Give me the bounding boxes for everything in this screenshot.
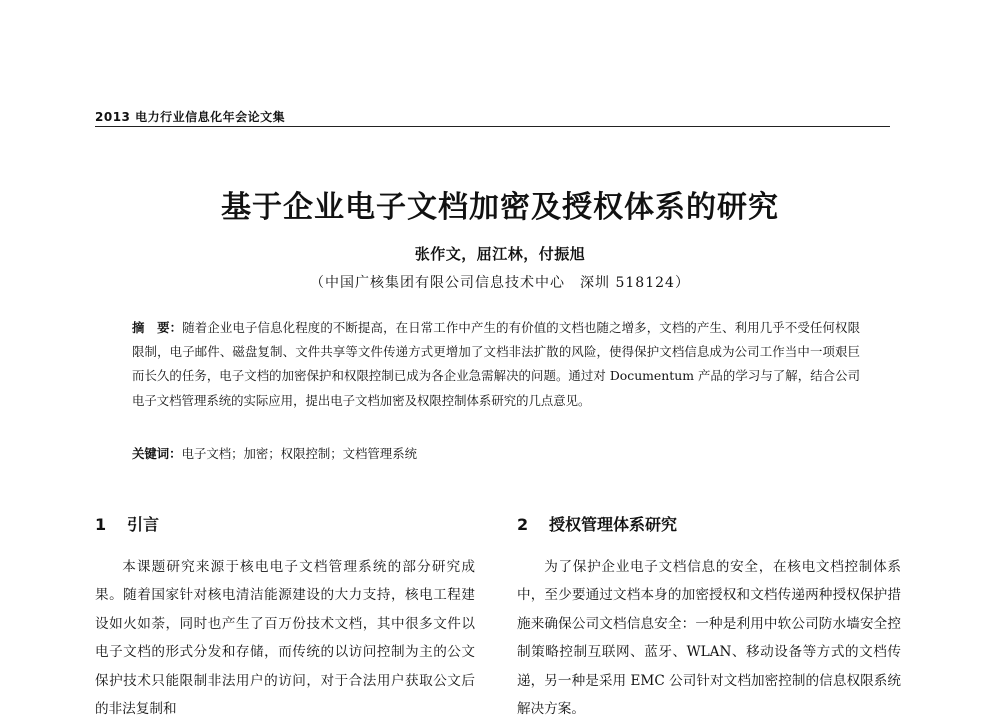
- section-title: 授权管理体系研究: [549, 515, 678, 534]
- section-number: 2: [517, 515, 529, 534]
- section-body-2: 为了保护企业电子文档信息的安全，在核电文档控制体系中，至少要通过文档本身的加密授权和文档传递两种授权保护措施来确保公司文档信息安全：一种是利用中软公司防水墙安全控制策略控制互联网、蓝牙、WLAN、移动设备等方式的文档传递，另一种是采用 EMC 公司针对文档加密控制的信息权限系统解决方案。: [517, 559, 901, 718]
- paper-affiliation: （中国广核集团有限公司信息技术中心 深圳 518124）: [310, 275, 690, 291]
- paper-authors: 张作文，屈江林，付振旭: [414, 245, 586, 263]
- abstract-label: 摘 要：: [132, 320, 183, 335]
- running-header: 2013 电力行业信息化年会论文集: [95, 110, 286, 124]
- abstract: [132, 316, 860, 413]
- abstract-text: 随着企业电子信息化程度的不断提高，在日常工作中产生的有价值的文档也随之增多，文档的产生、利用几乎不受任何权限限制，电子邮件、磁盘复制、文件共享等文件传递方式更增加了文档非法扩散的风险，使得保护文档信息成为公司工作当中一项艰巨而长久的任务，电子文档的加密保护和权限控制已成为各企业急需解决的问题。通过对 Documentum 产品的学习与了解，结合公司电子文档管理系统的实际应用，提出电子文档加密及权限控制体系研究的几点意见。: [132, 320, 860, 408]
- keywords-label: 关键词：: [132, 446, 182, 461]
- section-heading-1: [95, 512, 159, 535]
- section-number: 1: [95, 515, 107, 534]
- paper-title: 基于企业电子文档加密及授权体系的研究: [221, 190, 779, 225]
- section-body-1: 本课题研究来源于核电电子文档管理系统的部分研究成果。随着国家针对核电清洁能源建设的大力支持，核电工程建设如火如荼，同时也产生了百万份技术文档，其中很多文件以电子文档的形式分发和存储，而传统的以访问控制为主的公文保护技术只能限制非法用户的访问，对于合法用户获取公文后的非法复制和: [95, 559, 475, 718]
- section-heading-2: [517, 512, 677, 535]
- keywords-text: 电子文档；加密；权限控制；文档管理系统: [181, 446, 417, 461]
- keywords: [132, 444, 860, 464]
- header-rule: [95, 126, 890, 127]
- section-title: 引言: [127, 515, 160, 534]
